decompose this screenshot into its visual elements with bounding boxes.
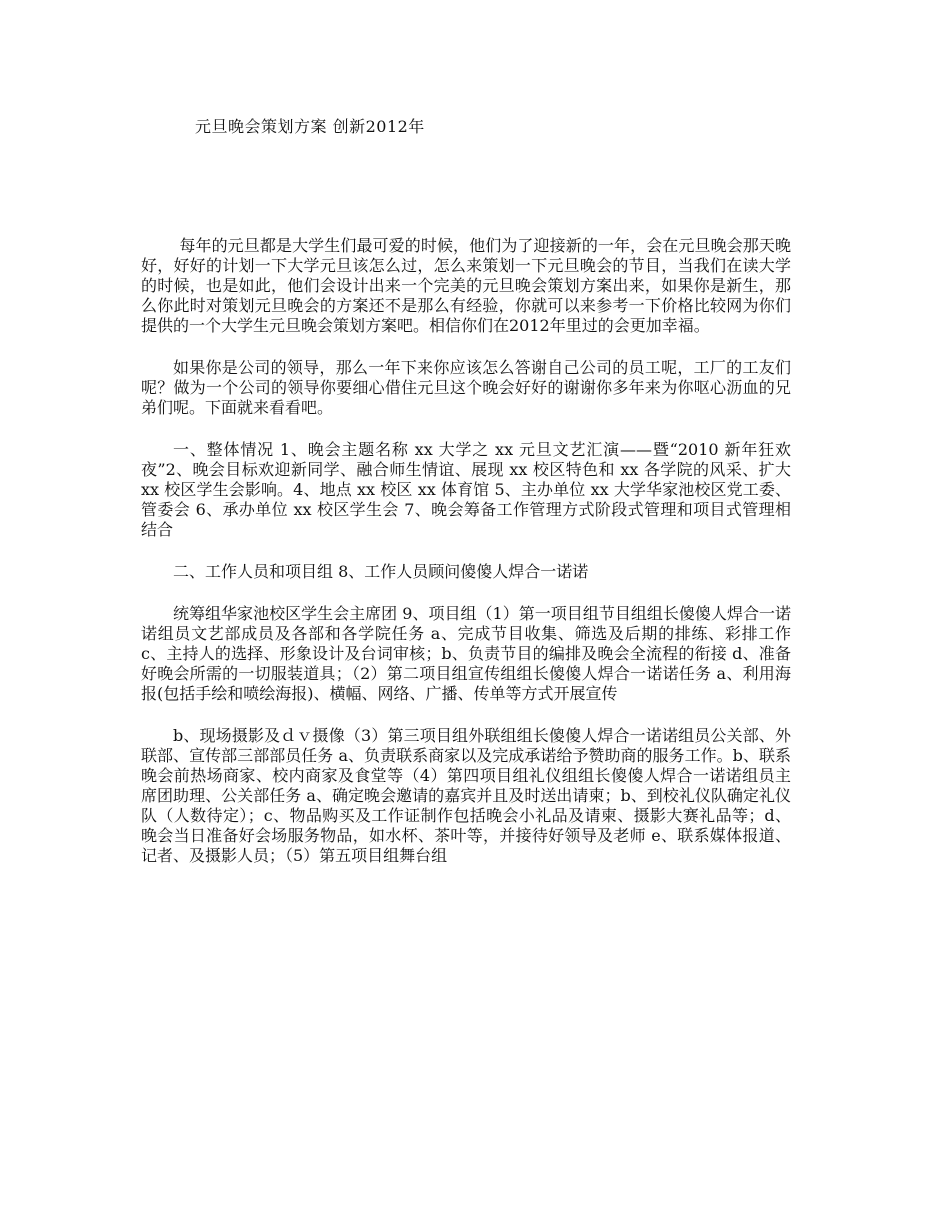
document-title: 元旦晚会策划方案 创新2012年 [195, 117, 425, 136]
project-groups-paragraph: 统筹组华家池校区学生会主席团 9、项目组（1）第一项目组节目组组长傻傻人焊合一诺诺组员文艺部成员及各部和各学院任务 a、完成节目收集、筛选及后期的排练、彩排工作 c、主持人的选择、形象设计及台词审核；b、负责节目的编排及晚会全流程的衔接 d、准备好晚会所需的一切服装道具；（2）第二项目组宣传组组长傻傻人焊合一诺诺任务 a、利用海报(包括手绘和喷绘海报)、横幅、网络、广播、传单等方式开展宣传 [141, 604, 791, 703]
overview-section-paragraph: 一、整体情况 1、晚会主题名称 xx 大学之 xx 元旦文艺汇演——暨“2010 新年狂欢夜”2、晚会目标欢迎新同学、融合师生情谊、展现 xx 校区特色和 xx 各学院的风采、扩大 xx 校区学生会影响。4、地点 xx 校区 xx 体育馆 5、主办单位 xx 大学华家池校区党工委、管委会 6、承办单位 xx 校区学生会 7、晚会筹备工作管理方式阶段式管理和项目式管理相结合 [141, 440, 791, 539]
intro-paragraph: 每年的元旦都是大学生们最可爱的时候，他们为了迎接新的一年，会在元旦晚会那天晚好，好好的计划一下大学元旦该怎么过，怎么来策划一下元旦晚会的节目，当我们在读大学的时候，也是如此，他们会设计出来一个完美的元旦晚会策划方案出来，如果你是新生，那么你此时对策划元旦晚会的方案还不是那么有经验，你就可以来参考一下价格比较网为你们提供的一个大学生元旦晚会策划方案吧。相信你们在2012年里过的会更加幸福。 [141, 236, 791, 335]
company-paragraph: 如果你是公司的领导，那么一年下来你应该怎么答谢自己公司的员工呢，工厂的工友们呢？做为一个公司的领导你要细心借住元旦这个晚会好好的谢谢你多年来为你呕心沥血的兄弟们呢。下面就来看看吧。 [141, 358, 791, 417]
document-body [141, 236, 791, 888]
project-groups-continued-paragraph: b、现场摄影及ｄｖ摄像（3）第三项目组外联组组长傻傻人焊合一诺诺组员公关部、外联部、宣传部三部部员任务 a、负责联系商家以及完成承诺给予赞助商的服务工作。b、联系晚会前热场商家、校内商家及食堂等（4）第四项目组礼仪组组长傻傻人焊合一诺诺组员主席团助理、公关部任务 a、确定晚会邀请的嘉宾并且及时送出请柬；b、到校礼仪队确定礼仪队（人数待定）；c、物品购买及工作证制作包括晚会小礼品及请柬、摄影大赛礼品等；d、晚会当日准备好会场服务物品，如水杯、茶叶等，并接待好领导及老师 e、联系媒体报道、记者、及摄影人员；（5）第五项目组舞台组 [141, 726, 791, 865]
staff-section-paragraph: 二、工作人员和项目组 8、工作人员顾问傻傻人焊合一诺诺 [173, 562, 589, 581]
